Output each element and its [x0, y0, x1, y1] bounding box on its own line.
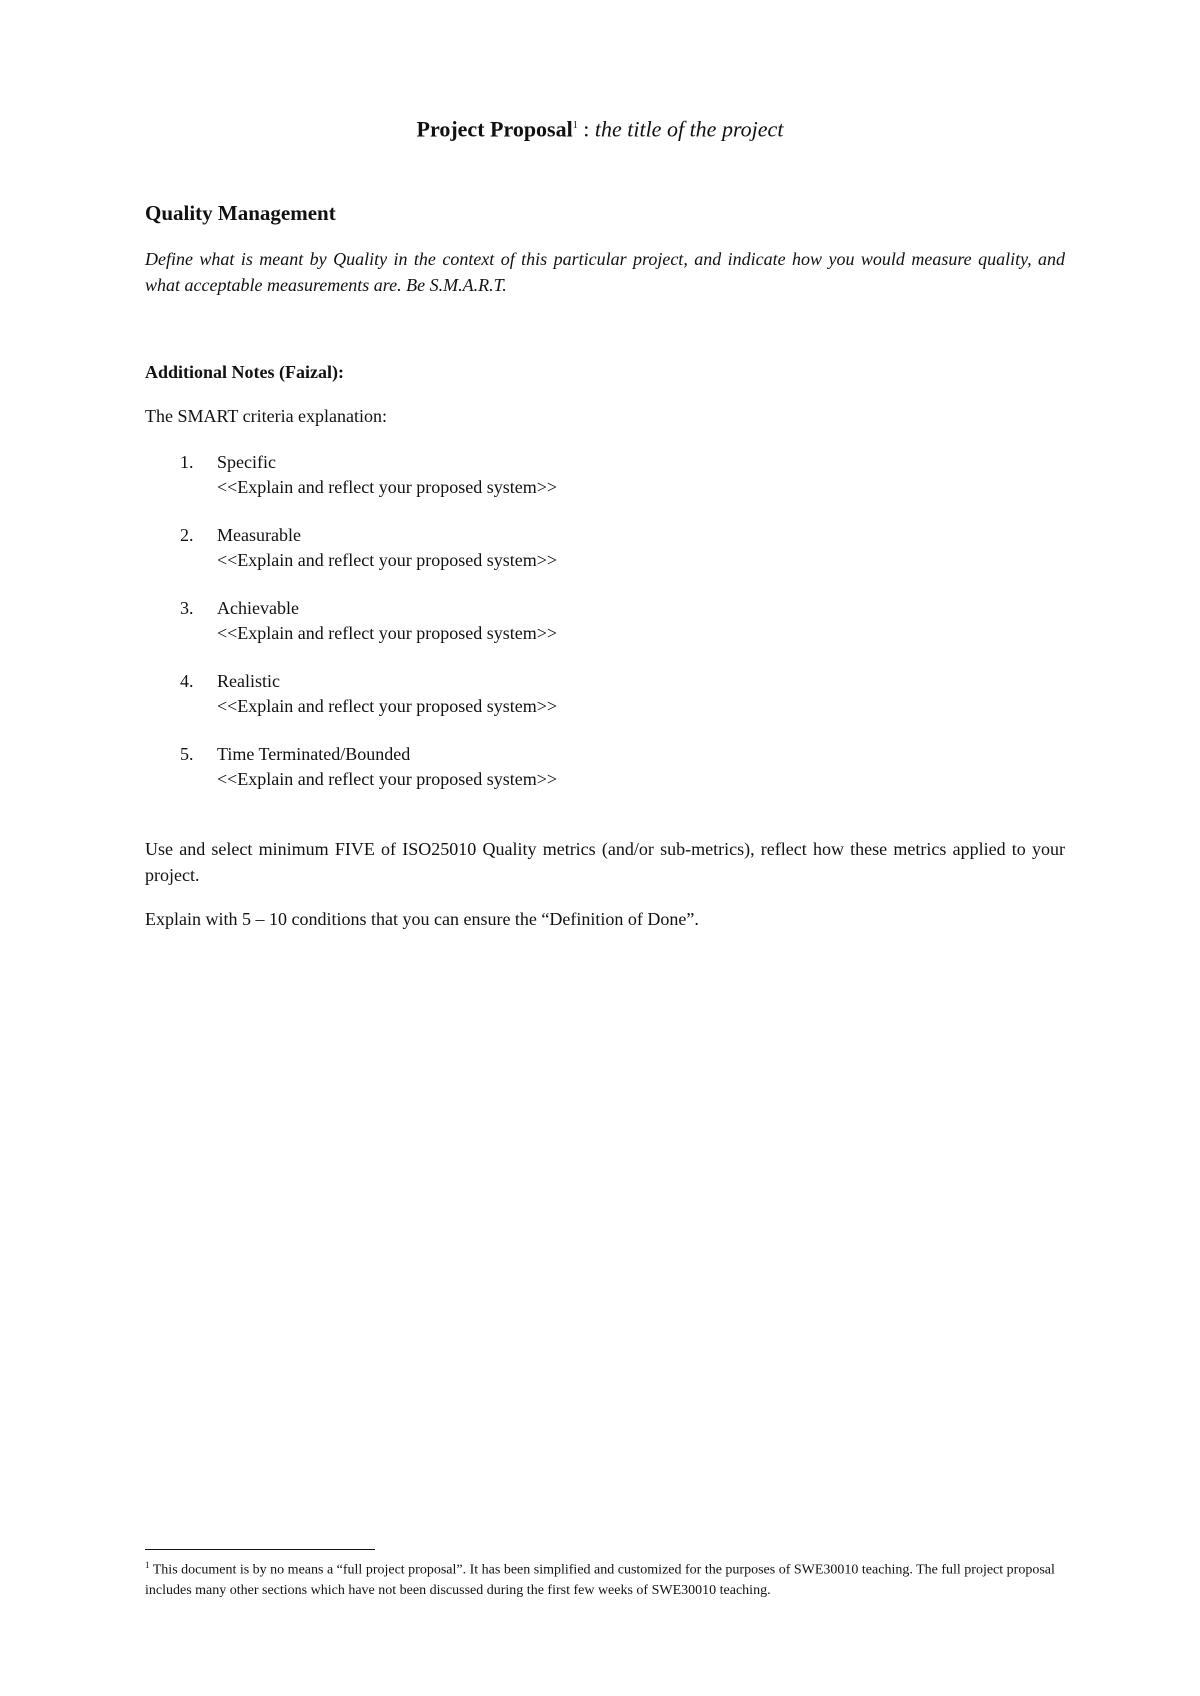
list-label: Time Terminated/Bounded: [217, 744, 411, 764]
intro-paragraph: Define what is meant by Quality in the context of this particular project, and indicate how you would measure quality, and what acceptable measurements are. Be S.M.A.R.T.: [145, 249, 1065, 295]
list-label: Specific: [217, 452, 276, 472]
section-heading: Quality Management: [145, 201, 336, 225]
list-placeholder: <<Explain and reflect your proposed system>>: [217, 696, 558, 716]
footnote-separator: [145, 1549, 375, 1550]
list-label: Realistic: [217, 671, 280, 691]
list-placeholder: <<Explain and reflect your proposed system>>: [217, 769, 558, 789]
list-placeholder: <<Explain and reflect your proposed system>>: [217, 623, 558, 643]
title-subtitle: the title of the project: [594, 116, 784, 142]
notes-heading: Additional Notes (Faizal):: [145, 362, 344, 382]
footnote: [145, 1555, 1065, 1601]
criteria-intro: The SMART criteria explanation:: [145, 406, 388, 426]
list-number: 1.: [180, 452, 194, 472]
footnote-text: This document is by no means a “full project proposal”. It has been simplified and customized for the purposes of SWE30010 teaching. The full project proposal includes many other sections which have not been discussed during the first few weeks of SWE30010 teaching.: [145, 1562, 1055, 1598]
list-placeholder: <<Explain and reflect your proposed system>>: [217, 477, 558, 497]
page-title: [0, 112, 1200, 143]
list-label: Achievable: [217, 598, 299, 618]
list-label: Measurable: [217, 525, 301, 545]
title-separator: :: [577, 116, 595, 142]
list-number: 4.: [180, 671, 194, 691]
list-number: 5.: [180, 744, 194, 764]
title-main: Project Proposal: [416, 116, 573, 142]
list-number: 2.: [180, 525, 194, 545]
dod-paragraph: Explain with 5 – 10 conditions that you can ensure the “Definition of Done”.: [145, 909, 699, 929]
iso-paragraph: Use and select minimum FIVE of ISO25010 Quality metrics (and/or sub-metrics), reflect how these metrics applied to your project.: [145, 839, 1065, 885]
title-footnote-ref[interactable]: 1: [572, 120, 578, 131]
list-placeholder: <<Explain and reflect your proposed system>>: [217, 550, 558, 570]
footnote-ref: 1: [145, 1560, 150, 1570]
list-number: 3.: [180, 598, 194, 618]
